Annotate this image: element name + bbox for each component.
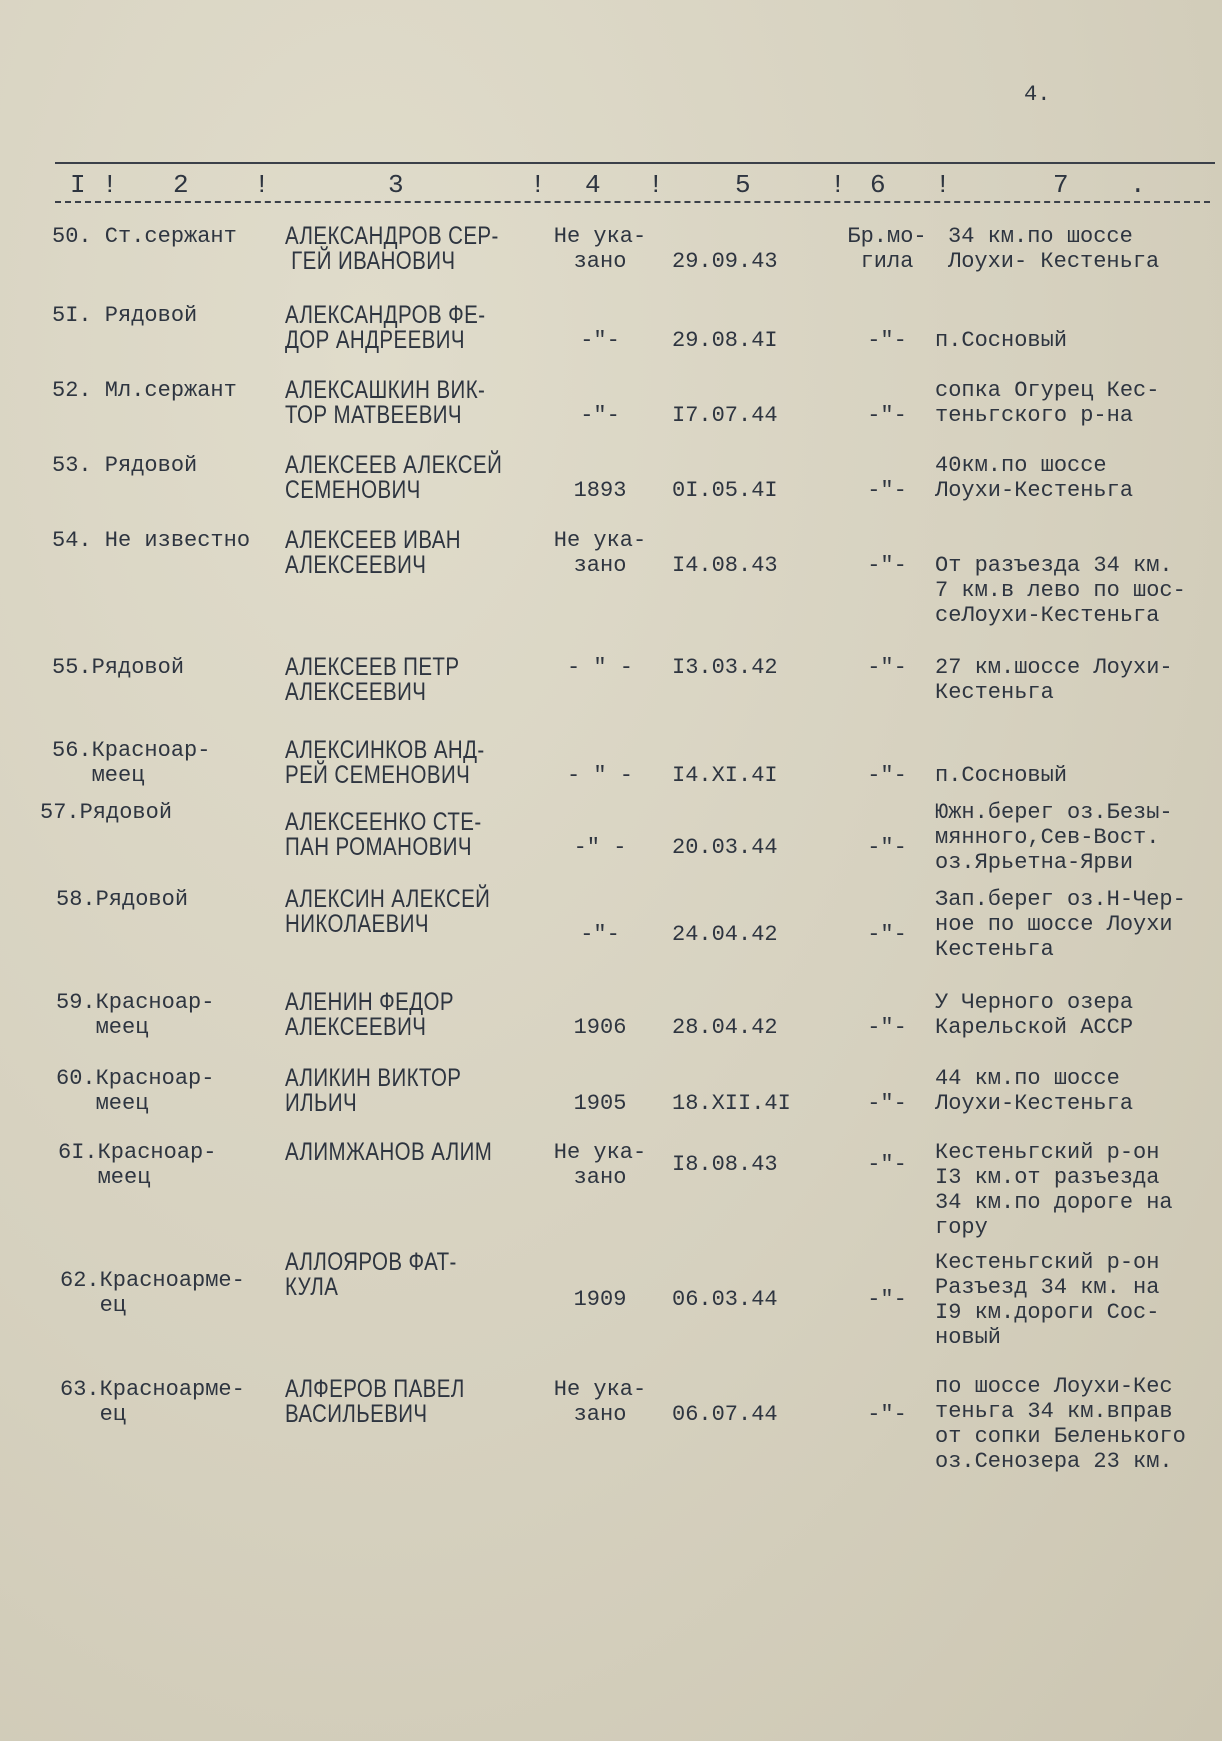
header-bottom-rule — [55, 201, 1210, 203]
burial-type-cell: -"- — [867, 922, 907, 947]
rank-cell: 5I. Рядовой — [52, 303, 198, 328]
name-cell: АЛЕКСИН АЛЕКСЕЙ НИКОЛАЕВИЧ — [285, 885, 491, 938]
birth-year-cell: - " - — [566, 763, 633, 788]
header-separator: ! — [935, 170, 951, 200]
name-cell: АЛЕКСЕЕВ ПЕТР АЛЕКСЕЕВИЧ — [285, 653, 460, 706]
burial-place-cell: Кестеньгский р-он I3 км.от разъезда 34 км.по дороге на гору — [935, 1140, 1173, 1240]
birth-year-cell: 1893 — [573, 478, 627, 503]
burial-type-cell: -"- — [867, 478, 907, 503]
name-cell: АЛЕКСЕЕВ АЛЕКСЕЙ СЕМЕНОВИЧ — [285, 451, 503, 504]
header-separator: ! — [254, 170, 270, 200]
death-date-cell: I4.XI.4I — [672, 763, 778, 788]
burial-type-cell: -"- — [867, 1287, 907, 1312]
header-separator: ! — [830, 170, 846, 200]
birth-year-cell: -"- — [580, 328, 620, 353]
rank-cell: 6I.Красноар- меец — [58, 1140, 217, 1190]
header-col-6: 6 — [870, 170, 886, 200]
burial-place-cell: 40км.по шоссе Лоухи-Кестеньга — [935, 453, 1134, 503]
burial-place-cell: Южн.берег оз.Безы- мянного,Сев-Вост. оз.Ярьетна-Ярви — [935, 800, 1173, 875]
death-date-cell: 20.03.44 — [672, 835, 778, 860]
rank-cell: 60.Красноар- меец — [56, 1066, 215, 1116]
birth-year-cell: 1905 — [573, 1091, 627, 1116]
burial-type-cell: -"- — [867, 328, 907, 353]
rank-cell: 56.Красноар- меец — [52, 738, 211, 788]
burial-type-cell: -"- — [867, 1091, 907, 1116]
burial-place-cell: п.Сосновый — [935, 328, 1068, 353]
rank-cell: 54. Не известно — [52, 528, 251, 553]
name-cell: АЛФЕРОВ ПАВЕЛ ВАСИЛЬЕВИЧ — [285, 1375, 465, 1428]
rank-cell: 53. Рядовой — [52, 453, 198, 478]
burial-place-cell: п.Сосновый — [935, 763, 1068, 788]
name-cell: АЛЕНИН ФЕДОР АЛЕКСЕЕВИЧ — [285, 988, 454, 1041]
birth-year-cell: 1906 — [573, 1015, 627, 1040]
header-col-1: I — [70, 170, 86, 200]
rank-cell: 58.Рядовой — [56, 887, 189, 912]
burial-place-cell: 27 км.шоссе Лоухи- Кестеньга — [935, 655, 1173, 705]
burial-place-cell: Кестеньгский р-он Разъезд 34 км. на I9 км.дороги Сос- новый — [935, 1250, 1160, 1350]
birth-year-cell: Не ука- зано — [553, 1140, 647, 1190]
death-date-cell: 06.03.44 — [672, 1287, 778, 1312]
header-trailing-dot: . — [1130, 170, 1146, 200]
death-date-cell: 06.07.44 — [672, 1402, 778, 1427]
death-date-cell: 0I.05.4I — [672, 478, 778, 503]
birth-year-cell: Не ука- зано — [553, 1377, 647, 1427]
name-cell: АЛЛОЯРОВ ФАТ- КУЛА — [285, 1248, 457, 1301]
name-cell: АЛИМЖАНОВ АЛИМ — [285, 1138, 493, 1166]
burial-type-cell: -"- — [867, 1015, 907, 1040]
header-col-4: 4 — [585, 170, 601, 200]
page-number: 4. — [1024, 82, 1051, 107]
birth-year-cell: -" - — [573, 835, 627, 860]
birth-year-cell: Не ука- зано — [553, 528, 647, 578]
burial-place-cell: по шоссе Лоухи-Кес теньга 34 км.вправ от сопки Беленького оз.Сенозера 23 км. — [935, 1374, 1186, 1474]
burial-type-cell: -"- — [867, 403, 907, 428]
death-date-cell: 29.09.43 — [672, 249, 778, 274]
rank-cell: 50. Ст.сержант — [52, 224, 237, 249]
burial-place-cell: 44 км.по шоссе Лоухи-Кестеньга — [935, 1066, 1134, 1116]
death-date-cell: I3.03.42 — [672, 655, 778, 680]
header-separator: ! — [102, 170, 118, 200]
birth-year-cell: Не ука- зано — [553, 224, 647, 274]
name-cell: АЛЕКСАНДРОВ ФЕ- ДОР АНДРЕЕВИЧ — [285, 301, 486, 354]
header-separator: ! — [530, 170, 546, 200]
death-date-cell: I8.08.43 — [672, 1152, 778, 1177]
birth-year-cell: - " - — [566, 655, 633, 680]
burial-type-cell: -"- — [867, 1402, 907, 1427]
name-cell: АЛЕКСАШКИН ВИК- ТОР МАТВЕЕВИЧ — [285, 376, 486, 429]
rank-cell: 59.Красноар- меец — [56, 990, 215, 1040]
burial-place-cell: 34 км.по шоссе Лоухи- Кестеньга — [948, 224, 1160, 274]
death-date-cell: 28.04.42 — [672, 1015, 778, 1040]
burial-type-cell: -"- — [867, 763, 907, 788]
header-col-5: 5 — [735, 170, 751, 200]
death-date-cell: 18.XII.4I — [672, 1091, 791, 1116]
burial-place-cell: От разъезда 34 км. 7 км.в лево по шос- сеЛоухи-Кестеньга — [935, 553, 1186, 628]
birth-year-cell: -"- — [580, 403, 620, 428]
rank-cell: 52. Мл.сержант — [52, 378, 237, 403]
header-col-3: 3 — [388, 170, 404, 200]
rank-cell: 55.Рядовой — [52, 655, 185, 680]
name-cell: АЛЕКСЕЕНКО СТЕ- ПАН РОМАНОВИЧ — [285, 808, 482, 861]
burial-type-cell: -"- — [867, 835, 907, 860]
rank-cell: 62.Красноарме- ец — [60, 1268, 245, 1318]
name-cell: АЛЕКСАНДРОВ СЕР- ГЕЙ ИВАНОВИЧ — [285, 222, 499, 275]
header-top-rule — [55, 162, 1215, 164]
name-cell: АЛЕКСИНКОВ АНД- РЕЙ СЕМЕНОВИЧ — [285, 736, 485, 789]
death-date-cell: 24.04.42 — [672, 922, 778, 947]
header-col-7: 7 — [1053, 170, 1069, 200]
name-cell: АЛЕКСЕЕВ ИВАН АЛЕКСЕЕВИЧ — [285, 526, 462, 579]
birth-year-cell: -"- — [580, 922, 620, 947]
death-date-cell: I4.08.43 — [672, 553, 778, 578]
burial-type-cell: Бр.мо- гила — [847, 224, 927, 274]
burial-place-cell: У Черного озера Карельской АССР — [935, 990, 1134, 1040]
death-date-cell: 29.08.4I — [672, 328, 778, 353]
burial-place-cell: сопка Огурец Кес- теньгского р-на — [935, 378, 1160, 428]
death-date-cell: I7.07.44 — [672, 403, 778, 428]
burial-place-cell: Зап.берег оз.Н-Чер- ное по шоссе Лоухи Кестеньга — [935, 887, 1186, 962]
name-cell: АЛИКИН ВИКТОР ИЛЬИЧ — [285, 1064, 462, 1117]
burial-type-cell: -"- — [867, 553, 907, 578]
burial-type-cell: -"- — [867, 1152, 907, 1177]
birth-year-cell: 1909 — [573, 1287, 627, 1312]
rank-cell: 57.Рядовой — [40, 800, 173, 825]
burial-type-cell: -"- — [867, 655, 907, 680]
rank-cell: 63.Красноарме- ец — [60, 1377, 245, 1427]
header-separator: ! — [648, 170, 664, 200]
header-col-2: 2 — [173, 170, 189, 200]
